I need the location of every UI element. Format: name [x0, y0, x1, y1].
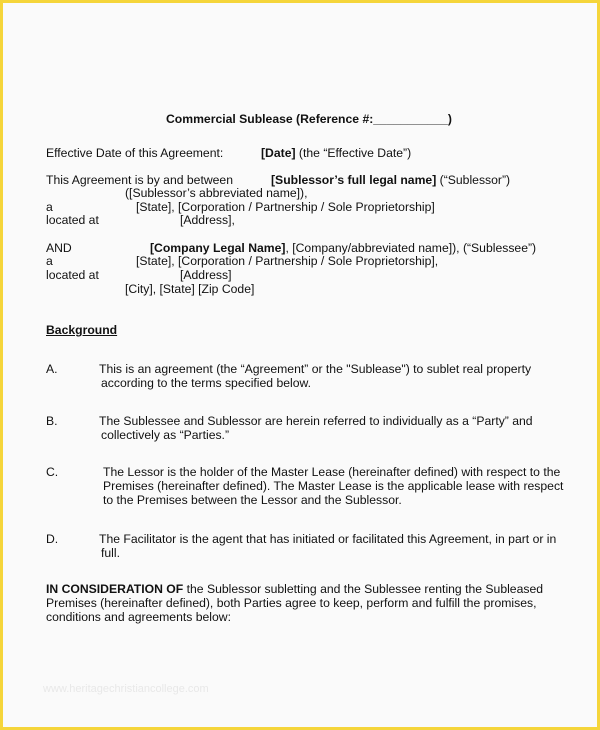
sublessor-intro: This Agreement is by and between — [46, 173, 233, 187]
item-b-text — [99, 414, 533, 442]
item-c-letter: C. — [46, 465, 59, 479]
item-d-line1: The Facilitator is the agent that has initiated or facilitated this Agreement, in part or in — [99, 532, 557, 546]
sublessee-located: located at — [46, 268, 99, 282]
item-c-line2: Premises (hereinafter defined). The Master Lease is the applicable lease with respect — [103, 479, 564, 493]
sublessee-name: [Company Legal Name] — [150, 241, 286, 255]
item-b-letter: B. — [46, 414, 58, 428]
sublessor-located: located at — [46, 213, 99, 227]
item-c-text — [103, 465, 563, 507]
effective-date-placeholder: [Date] — [261, 146, 296, 160]
item-a-letter: A. — [46, 362, 58, 376]
consideration-line1-text: the Sublessor subletting and the Sublessee renting the Subleased — [183, 582, 544, 596]
item-a-line2: according to the terms specified below. — [101, 376, 312, 390]
effective-date-suffix: (the “Effective Date”) — [295, 146, 412, 160]
background-heading: Background — [46, 323, 118, 337]
item-c-line1: The Lessor is the holder of the Master Lease (hereinafter defined) with respect to the — [103, 465, 561, 479]
item-a-line1: This is an agreement (the “Agreement” or the "Sublease") to sublet real property — [99, 362, 532, 376]
watermark-text: www.heritagechristiancollege.com — [43, 683, 209, 695]
sublessor-name-line — [271, 173, 510, 187]
sublessee-name-line — [150, 241, 536, 255]
item-c-line3: to the Premises between the Lessor and the Sublessor. — [103, 493, 402, 507]
sublessor-abbrev: ([Sublessor’s abbreviated name]), — [125, 186, 308, 200]
sublessee-city: [City], [State] [Zip Code] — [125, 282, 255, 296]
consideration-line1 — [46, 582, 543, 596]
effective-date-value — [261, 146, 411, 160]
item-d-letter: D. — [46, 532, 59, 546]
consideration-line3: conditions and agreements below: — [46, 610, 231, 624]
document-title: Commercial Sublease (Reference #:___________) — [166, 112, 452, 126]
sublessor-entity: [State], [Corporation / Partnership / Sole Proprietorship] — [136, 200, 435, 214]
sublessee-entity: [State], [Corporation / Partnership / Sole Proprietorship], — [136, 254, 439, 268]
item-b-line1: The Sublessee and Sublessor are herein referred to individually as a “Party” and — [99, 414, 533, 428]
sublessor-address: [Address], — [180, 213, 235, 227]
consideration-paragraph — [46, 582, 543, 624]
item-b-line2: collectively as “Parties.” — [101, 428, 230, 442]
sublessee-a: a — [46, 254, 53, 268]
effective-date-label: Effective Date of this Agreement: — [46, 146, 224, 160]
consideration-bold: IN CONSIDERATION OF — [46, 582, 184, 596]
sublessee-address: [Address] — [180, 268, 232, 282]
document-page — [3, 3, 597, 727]
sublessor-name-suffix: (“Sublessor”) — [436, 173, 511, 187]
sublessor-name: [Sublessor’s full legal name] — [271, 173, 437, 187]
sublessor-a: a — [46, 200, 53, 214]
item-d-text — [99, 532, 556, 560]
consideration-line2: Premises (hereinafter defined), both Parties agree to keep, perform and fulfill the promises, — [46, 596, 537, 610]
sublessee-name-suffix: , [Company/abbreviated name]), (“Sublessee”) — [285, 241, 537, 255]
item-a-text — [99, 362, 531, 390]
and-label: AND — [46, 241, 72, 255]
item-d-line2: full. — [101, 546, 120, 560]
